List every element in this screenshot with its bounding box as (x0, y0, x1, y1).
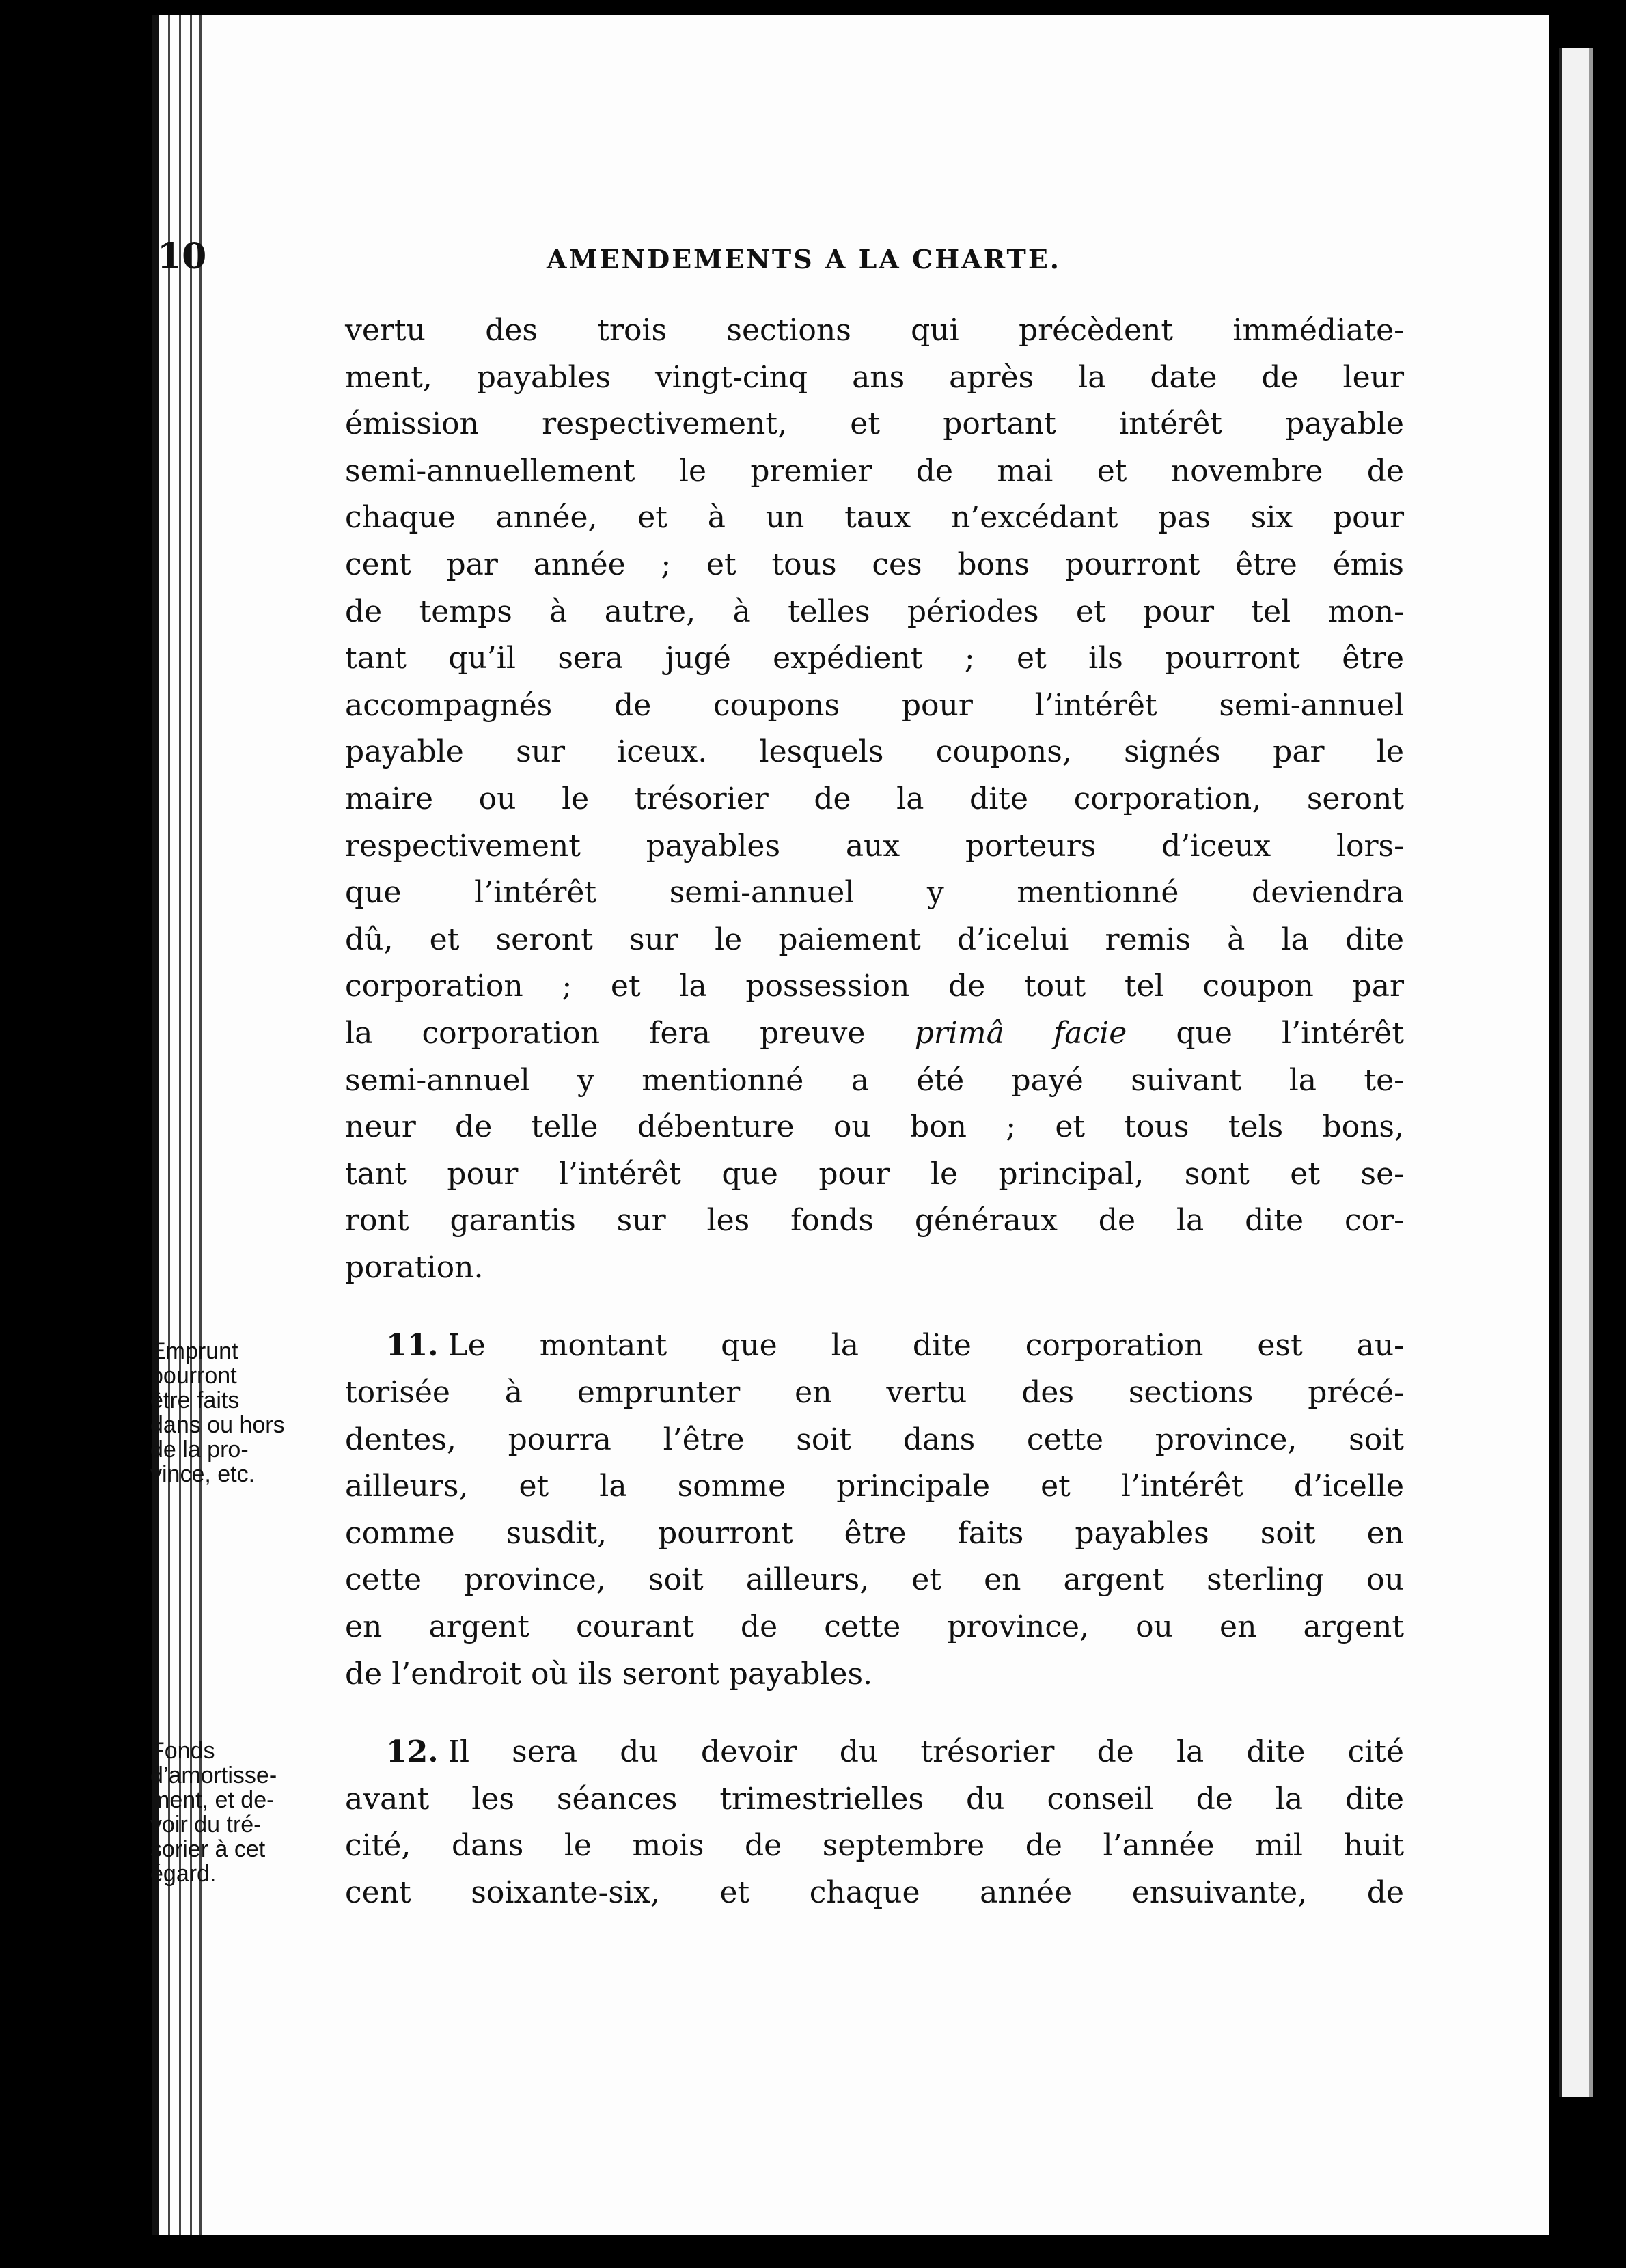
binding-rule (199, 15, 202, 2235)
text-line: maire ou le trésorier de la dite corporation, seront (345, 781, 1404, 816)
binding-rule (179, 15, 181, 2235)
text-line: que l’intérêt semi-annuel y mentionné deviendra (345, 875, 1404, 911)
continued-paragraph (345, 307, 1404, 1291)
margin-note-line: sorier à cet (150, 1836, 266, 1862)
margin-note-line: d’amortisse- (150, 1762, 277, 1788)
text-line: ront garantis sur les fonds généraux de la dite cor- (345, 1203, 1404, 1239)
text-line: corporation ; et la possession de tout tel coupon par (345, 969, 1404, 1004)
section-first-line (345, 1729, 1404, 1776)
paragraph-gap (345, 1698, 1404, 1729)
text-line: de l’endroit où ils seront payables. (345, 1656, 873, 1691)
text-line: accompagnés de coupons pour l’intérêt semi-annuel (345, 687, 1404, 723)
text-line: dû, et seront sur le paiement d’icelui remis à la dite (345, 922, 1404, 957)
text-fragment: Il sera du devoir du trésorier de la dite cité (447, 1734, 1404, 1770)
text-line: payable sur iceux. lesquels coupons, signés par le (345, 734, 1404, 770)
text-fragment: Le montant que la dite corporation est au- (447, 1328, 1404, 1364)
margin-note-borrowing (150, 1339, 328, 1486)
text-line: ment, payables vingt-cinq ans après la date de leur (345, 359, 1404, 395)
text-line: ailleurs, et la somme principale et l’intérêt d’icelle (345, 1469, 1404, 1504)
margin-note-line: être faits (150, 1387, 240, 1413)
section-first-line (345, 1323, 1404, 1370)
text-line: émission respectivement, et portant intérêt payable (345, 406, 1404, 442)
facing-page-shadow (1589, 48, 1593, 2097)
section-12 (345, 1729, 1404, 1916)
text-fragment: la corporation fera preuve (345, 1015, 915, 1051)
text-line: semi-annuel y mentionné a été payé suivant la te- (345, 1062, 1404, 1098)
paragraph-gap (345, 1291, 1404, 1323)
latin-phrase: primâ facie (914, 1015, 1127, 1051)
margin-note-line: de la pro- (150, 1437, 249, 1463)
text-line: chaque année, et à un taux n’excédant pas six pour (345, 500, 1404, 536)
text-line: semi-annuellement le premier de mai et novembre de (345, 453, 1404, 488)
binding-rule (168, 15, 170, 2235)
text-line-with-italic (345, 1010, 1404, 1057)
text-line: cent soixante-six, et chaque année ensuivante, de (345, 1875, 1404, 1910)
margin-note-line: voir du tré- (150, 1812, 262, 1838)
text-line: cent par année ; et tous ces bons pourront être émis (345, 547, 1404, 582)
text-line: tant pour l’intérêt que pour le principal, sont et se- (345, 1156, 1404, 1191)
binding-rule (190, 15, 192, 2235)
text-line: de temps à autre, à telles périodes et pour tel mon- (345, 594, 1404, 629)
text-line: comme susdit, pourront être faits payables soit en (345, 1515, 1404, 1551)
text-line: cette province, soit ailleurs, et en argent sterling ou (345, 1562, 1404, 1598)
margin-note-line: pourront (150, 1363, 237, 1389)
margin-note-line: Emprunt (150, 1338, 238, 1364)
text-line: vertu des trois sections qui précèdent immédiate- (345, 313, 1404, 348)
section-number: 12. (386, 1734, 439, 1770)
text-line: poration. (345, 1249, 484, 1285)
running-title: AMENDEMENTS A LA CHARTE. (547, 244, 1062, 275)
margin-note-line: égard. (150, 1861, 217, 1887)
body-text (345, 307, 1404, 1917)
margin-note-line: vince, etc. (150, 1461, 256, 1487)
text-line: en argent courant de cette province, ou en argent (345, 1609, 1404, 1645)
section-11 (345, 1323, 1404, 1698)
text-line: avant les séances trimestrielles du conseil de la dite (345, 1781, 1404, 1816)
margin-note-line: Fonds (150, 1738, 215, 1764)
margin-note-line: dans ou hors (150, 1412, 285, 1438)
text-line: torisée à emprunter en vertu des sections précé- (345, 1375, 1404, 1411)
facing-page-edge (1559, 48, 1589, 2097)
text-line: respectivement payables aux porteurs d’iceux lors- (345, 828, 1404, 863)
text-fragment: que l’intérêt (1127, 1015, 1404, 1051)
text-line: cité, dans le mois de septembre de l’année mil huit (345, 1828, 1404, 1864)
margin-note-sinking-fund (150, 1739, 328, 1886)
text-line: tant qu’il sera jugé expédient ; et ils pourront être (345, 641, 1404, 676)
page-number: 10 (157, 236, 207, 277)
section-number: 11. (386, 1328, 439, 1364)
text-line: neur de telle débenture ou bon ; et tous tels bons, (345, 1109, 1404, 1145)
margin-note-line: ment, et de- (150, 1787, 275, 1813)
text-line: dentes, pourra l’être soit dans cette province, soit (345, 1422, 1404, 1457)
